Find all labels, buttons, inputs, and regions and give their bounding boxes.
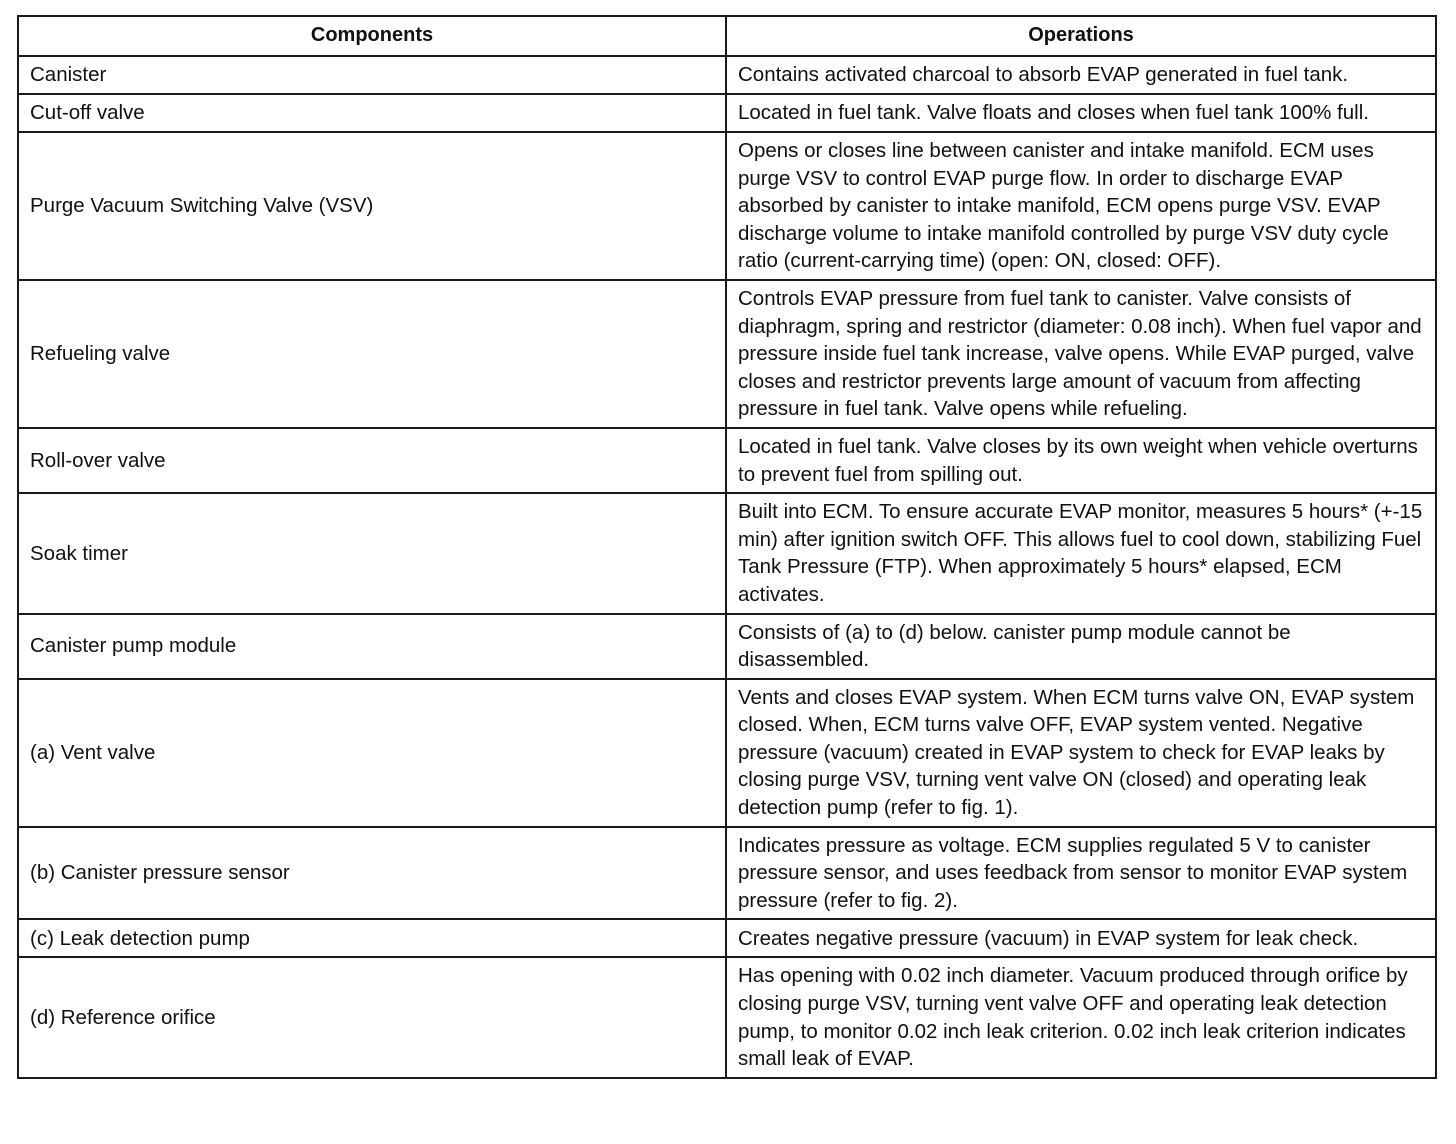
operation-cell: Opens or closes line between canister and intake manifold. ECM uses purge VSV to control EVAP purge flow. In order to discharge EVAP absorbed by canister to intake manifold, ECM opens purge VSV. EVAP discharge volume to intake manifold controlled by purge VSV duty cycle ratio (current-carrying time) (open: ON, closed: OFF).: [726, 132, 1436, 280]
table-row: [18, 94, 1436, 132]
header-operations: Operations: [726, 16, 1436, 56]
table-header-row: [18, 16, 1436, 56]
evap-components-table: [17, 15, 1437, 1079]
component-cell: Cut-off valve: [18, 94, 726, 132]
table-row: [18, 280, 1436, 428]
component-cell: (d) Reference orifice: [18, 957, 726, 1077]
component-cell: Canister pump module: [18, 614, 726, 679]
operation-cell: Located in fuel tank. Valve closes by its own weight when vehicle overturns to prevent fuel from spilling out.: [726, 428, 1436, 493]
operation-cell: Located in fuel tank. Valve floats and closes when fuel tank 100% full.: [726, 94, 1436, 132]
table-row: [18, 957, 1436, 1077]
operation-cell: Contains activated charcoal to absorb EVAP generated in fuel tank.: [726, 56, 1436, 94]
table-row: [18, 614, 1436, 679]
component-cell: (b) Canister pressure sensor: [18, 827, 726, 920]
document-page: [17, 15, 1435, 1079]
table-row: [18, 428, 1436, 493]
component-cell: Purge Vacuum Switching Valve (VSV): [18, 132, 726, 280]
component-cell: (a) Vent valve: [18, 679, 726, 827]
table-row: [18, 827, 1436, 920]
table-row: [18, 679, 1436, 827]
component-cell: Refueling valve: [18, 280, 726, 428]
table-row: [18, 56, 1436, 94]
component-cell: Canister: [18, 56, 726, 94]
operation-cell: Creates negative pressure (vacuum) in EVAP system for leak check.: [726, 919, 1436, 957]
component-cell: Soak timer: [18, 493, 726, 613]
operation-cell: Consists of (a) to (d) below. canister pump module cannot be disassembled.: [726, 614, 1436, 679]
operation-cell: Indicates pressure as voltage. ECM supplies regulated 5 V to canister pressure sensor, and uses feedback from sensor to monitor EVAP system pressure (refer to fig. 2).: [726, 827, 1436, 920]
component-cell: Roll-over valve: [18, 428, 726, 493]
component-cell: (c) Leak detection pump: [18, 919, 726, 957]
header-components: Components: [18, 16, 726, 56]
operation-cell: Controls EVAP pressure from fuel tank to canister. Valve consists of diaphragm, spring and restrictor (diameter: 0.08 inch). When fuel vapor and pressure inside fuel tank increase, valve opens. While EVAP purged, valve closes and restrictor prevents large amount of vacuum from affecting pressure in fuel tank. Valve opens while refueling.: [726, 280, 1436, 428]
operation-cell: Has opening with 0.02 inch diameter. Vacuum produced through orifice by closing purge VSV, turning vent valve OFF and operating leak detection pump, to monitor 0.02 inch leak criterion. 0.02 inch leak criterion indicates small leak of EVAP.: [726, 957, 1436, 1077]
operation-cell: Vents and closes EVAP system. When ECM turns valve ON, EVAP system closed. When, ECM turns valve OFF, EVAP system vented. Negative pressure (vacuum) created in EVAP system to check for EVAP leaks by closing purge VSV, turning vent valve ON (closed) and operating leak detection pump (refer to fig. 1).: [726, 679, 1436, 827]
table-row: [18, 919, 1436, 957]
operation-cell: Built into ECM. To ensure accurate EVAP monitor, measures 5 hours* (+-15 min) after ignition switch OFF. This allows fuel to cool down, stabilizing Fuel Tank Pressure (FTP). When approximately 5 hours* elapsed, ECM activates.: [726, 493, 1436, 613]
table-row: [18, 493, 1436, 613]
table-row: [18, 132, 1436, 280]
